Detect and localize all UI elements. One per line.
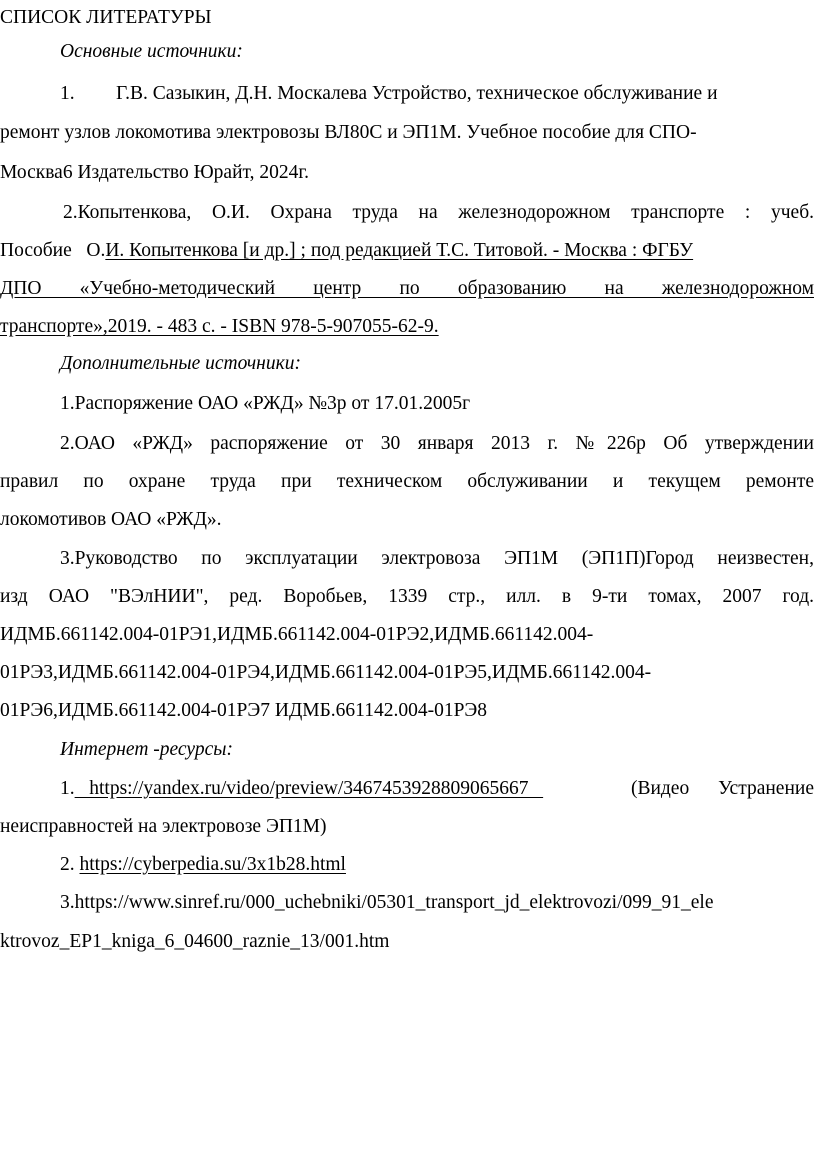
additional-source-2-line1: 2.ОАО «РЖД» распоряжение от 30 января 2013 г. №226р Об утверждении: [60, 433, 814, 454]
main-source-1-number: 1.: [60, 83, 75, 104]
additional-sources-title: Дополнительные источники:: [60, 353, 301, 374]
internet-resource-1-line2: неисправностей на электровозе ЭП1М): [0, 816, 327, 837]
main-sources-title: Основные источники:: [60, 41, 243, 62]
main-source-2-line3: ДПО «Учебно-методический центр по образованию на железнодорожном: [0, 278, 814, 299]
additional-source-3-line2: изд ОАО "ВЭлНИИ", ред. Воробьев, 1339 стр., илл. в 9-ти томах, 2007 год.: [0, 586, 814, 607]
yandex-video-link[interactable]: https://yandex.ru/video/preview/3467453928809065667: [74, 778, 544, 799]
internet-resources-title: Интернет -ресурсы:: [60, 739, 233, 760]
main-source-1-line2: ремонт узлов локомотива электровозы ВЛ80С и ЭП1М. Учебное пособие для СПО-: [0, 122, 697, 143]
main-source-2-line1: 2.Копытенкова, О.И. Охрана труда на железнодорожном транспорте : учеб.: [63, 202, 814, 223]
internet-resource-3-line2[interactable]: ktrovoz_EP1_kniga_6_04600_raznie_13/001.htm: [0, 931, 390, 952]
additional-source-2-line2: правил по охране труда при техническом обслуживании и текущем ремонте: [0, 471, 814, 492]
internet-resource-2-number: 2.: [60, 854, 80, 875]
additional-source-3-line3: ИДМБ.661142.004-01РЭ1,ИДМБ.661142.004-01РЭ2,ИДМБ.661142.004-: [0, 624, 594, 645]
additional-source-2-line3: локомотивов ОАО «РЖД».: [0, 509, 222, 530]
internet-resource-3-line1[interactable]: 3.https://www.sinref.ru/000_uchebniki/05301_transport_jd_elektrovozi/099_91_ele: [60, 892, 714, 913]
page-heading: СПИСОК ЛИТЕРАТУРЫ: [0, 7, 212, 28]
main-source-1-line1: Г.В. Сазыкин, Д.Н. Москалева Устройство, техническое обслуживание и: [116, 83, 718, 104]
internet-resource-1-description-start: (Видео Устранение: [630, 778, 814, 799]
main-source-2-link-text: И. Копытенкова [и др.] ; под редакцией Т.С. Титовой. - Москва : ФГБУ: [105, 240, 694, 261]
internet-resource-1-line1: [60, 776, 814, 802]
internet-resource-1-number: 1.: [60, 778, 75, 799]
additional-source-1: 1.Распоряжение ОАО «РЖД» №3р от 17.01.2005г: [60, 393, 471, 414]
main-source-1-line3: Москва6 Издательство Юрайт, 2024г.: [0, 162, 309, 183]
internet-resource-2: [60, 852, 346, 878]
internet-resource-1-head: [60, 776, 543, 802]
cyberpedia-link[interactable]: https://cyberpedia.su/3x1b28.html: [79, 854, 346, 875]
additional-source-3-line4: 01РЭ3,ИДМБ.661142.004-01РЭ4,ИДМБ.661142.004-01РЭ5,ИДМБ.661142.004-: [0, 662, 652, 683]
main-source-2-line2: [0, 238, 814, 264]
additional-source-3-line1: 3.Руководство по эксплуатации электровоза ЭП1М (ЭП1П)Город неизвестен,: [60, 548, 814, 569]
main-source-2-line4: транспорте»,2019. - 483 с. - ISBN 978-5-907055-62-9.: [0, 316, 439, 337]
additional-source-3-line5: 01РЭ6,ИДМБ.661142.004-01РЭ7 ИДМБ.661142.004-01РЭ8: [0, 700, 488, 721]
main-source-2-line2-plain: Пособие О.: [0, 240, 106, 261]
